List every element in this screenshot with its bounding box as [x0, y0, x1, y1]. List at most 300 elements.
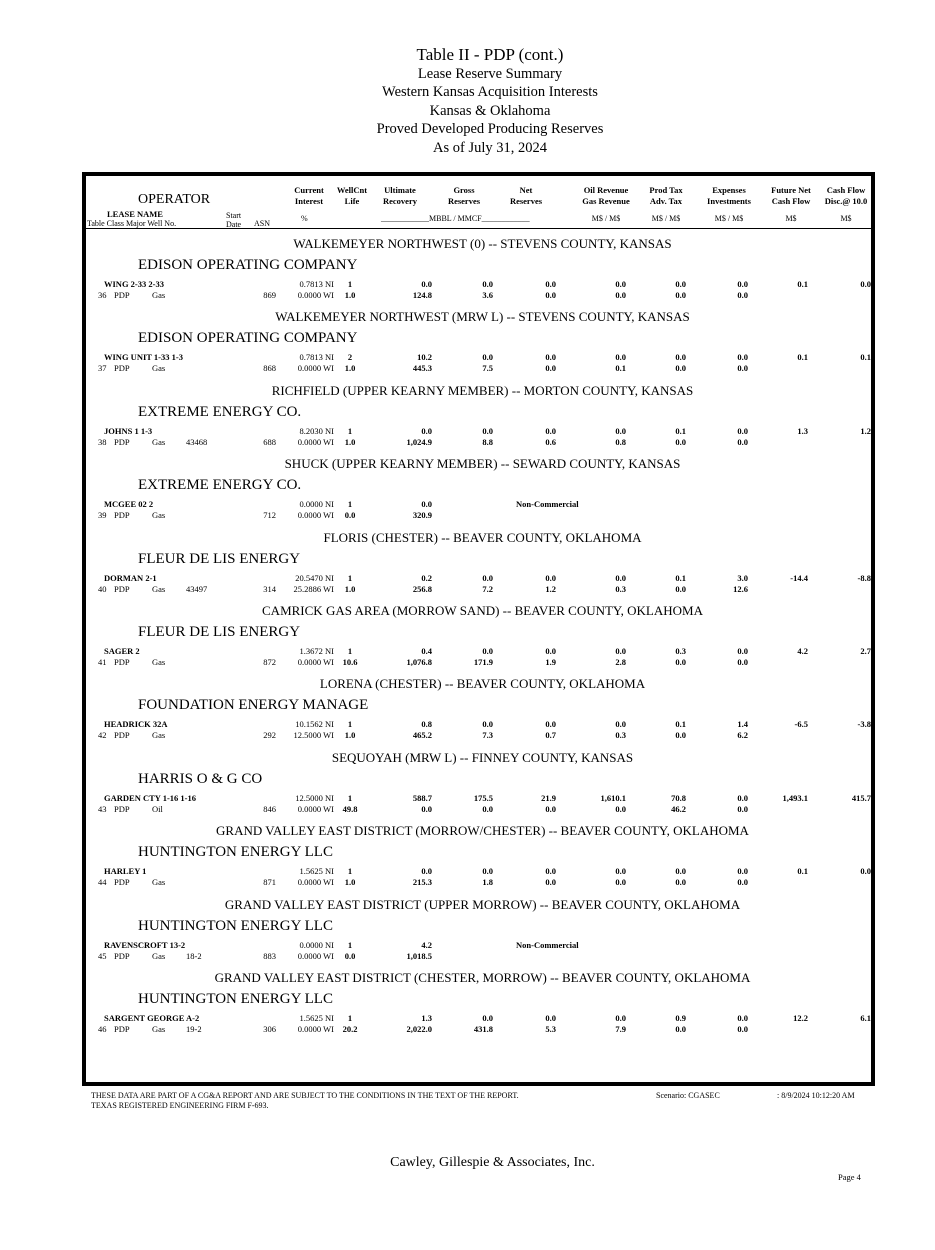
cell-exp1: 1.4 [737, 719, 748, 730]
cell-ult2: 2,022.0 [406, 1024, 432, 1034]
cell-wellno: 18-2 [186, 950, 202, 961]
cell-net2: 1.9 [545, 657, 556, 667]
cell-lease: JOHNS 1 1-3 [104, 425, 153, 436]
cell-disc: 0.0 [860, 279, 871, 289]
cell-num: 39 [98, 510, 107, 521]
field-county-heading: GRAND VALLEY EAST DISTRICT (MORROW/CHESTER) -- BEAVER COUNTY, OKLAHOMA [216, 823, 749, 839]
cell-tax2: 46.2 [671, 803, 686, 814]
operator-name: EDISON OPERATING COMPANY [138, 330, 358, 347]
cell-num: 43 [98, 803, 107, 814]
non-commercial-label: Non-Commercial [516, 499, 579, 510]
cell-rev1: 0.0 [615, 352, 626, 363]
cell-ni: 10.1562 NI [295, 719, 334, 730]
cell-tax1: 70.8 [671, 792, 686, 803]
report-subtitle: Kansas & Oklahoma [429, 102, 551, 119]
cell-wellcnt: 1 [347, 1013, 353, 1023]
cell-gross2: 7.3 [482, 730, 493, 741]
page-number: Page 4 [838, 1172, 861, 1182]
operator-name: HUNTINGTON ENERGY LLC [138, 917, 333, 934]
lease-row [86, 573, 879, 597]
company-name: Cawley, Gillespie & Associates, Inc. [390, 1155, 595, 1170]
lease-row [86, 279, 879, 303]
header-net-reserves: Net Reserves [509, 185, 543, 206]
cell-lease: DORMAN 2-1 [104, 572, 157, 583]
cell-ult2: 445.3 [412, 363, 432, 374]
cell-gross2: 7.5 [482, 363, 493, 374]
registration-line: TEXAS REGISTERED ENGINEERING FIRM F-693. [91, 1101, 269, 1110]
cell-cls: PDP [114, 950, 130, 961]
cell-gross1: 0.0 [482, 1013, 493, 1023]
cell-ni: 1.3672 NI [299, 646, 334, 656]
header-wellcnt-life: WellCnt Life [336, 185, 368, 206]
field-county-heading: SHUCK (UPPER KEARNY MEMBER) -- SEWARD COUNTY, KANSAS [284, 456, 681, 472]
cell-ult2: 465.2 [412, 730, 432, 741]
cell-gross2: 431.8 [473, 1024, 493, 1034]
cell-rev2: 0.0 [615, 877, 626, 888]
cell-fn: 4.2 [797, 646, 808, 656]
cell-fn: 0.1 [797, 279, 808, 289]
cell-lease: WING UNIT 1-33 1-3 [104, 352, 183, 363]
cell-cls: PDP [114, 510, 130, 521]
cell-net2: 5.3 [545, 1024, 556, 1034]
lease-row [86, 352, 879, 376]
lease-row [86, 719, 879, 743]
cell-gross2: 7.2 [482, 583, 493, 594]
cell-wellcnt: 1 [347, 719, 353, 730]
cell-tax2: 0.0 [675, 877, 686, 888]
cell-ni: 20.5470 NI [295, 572, 334, 583]
cell-disc: 1.2 [860, 425, 871, 436]
cell-wellno: 43468 [186, 436, 208, 447]
cell-gross1: 0.0 [482, 866, 493, 877]
cell-lease: RAVENSCROFT 13-2 [104, 939, 186, 950]
cell-rev2: 7.9 [615, 1024, 626, 1034]
cell-rev1: 0.0 [615, 719, 626, 730]
cell-rev1: 0.0 [615, 866, 626, 877]
cell-rev2: 0.8 [615, 436, 626, 447]
cell-num: 40 [98, 583, 107, 594]
cell-cls: PDP [114, 803, 130, 814]
cell-exp2: 0.0 [737, 363, 748, 374]
cell-net1: 0.0 [545, 719, 556, 730]
cell-life: 10.6 [342, 657, 358, 667]
cell-ult1: 0.0 [421, 866, 432, 877]
field-county-heading: LORENA (CHESTER) -- BEAVER COUNTY, OKLAHOMA [319, 676, 646, 692]
cell-rev1: 0.0 [615, 572, 626, 583]
cell-exp2: 0.0 [737, 877, 748, 888]
cell-ni: 0.0000 NI [299, 499, 334, 510]
cell-rev2: 2.8 [615, 657, 626, 667]
operator-name: HUNTINGTON ENERGY LLC [138, 844, 333, 861]
cell-ni: 0.7813 NI [299, 279, 334, 289]
cell-wi: 0.0000 WI [297, 1024, 334, 1034]
cell-ni: 1.5625 NI [299, 1013, 334, 1023]
cell-tax2: 0.0 [675, 363, 686, 374]
timestamp: : 8/9/2024 10:12:20 AM [777, 1091, 855, 1100]
cell-wellcnt: 1 [347, 792, 353, 803]
cell-ult2: 1,076.8 [406, 657, 432, 667]
header-gross-reserves: Gross Reserves [447, 185, 481, 206]
cell-ni: 0.0000 NI [299, 939, 334, 950]
header-revenue: Oil Revenue Gas Revenue [582, 185, 630, 206]
cell-major: Gas [152, 510, 166, 521]
non-commercial-label: Non-Commercial [516, 939, 579, 950]
header-operator: OPERATOR [138, 192, 211, 207]
cell-cls: PDP [114, 583, 130, 594]
cell-wi: 0.0000 WI [297, 803, 334, 814]
cell-tax2: 0.0 [675, 1024, 686, 1034]
cell-num: 44 [98, 877, 107, 888]
cell-life: 0.0 [344, 950, 356, 961]
operator-name: EXTREME ENERGY CO. [138, 477, 302, 494]
cell-wellcnt: 2 [347, 352, 353, 363]
cell-cls: PDP [114, 363, 130, 374]
cell-asn: 871 [263, 877, 276, 888]
table-header [86, 176, 871, 229]
cell-asn: 846 [263, 803, 276, 814]
cell-major: Gas [152, 363, 166, 374]
reserve-table [82, 172, 875, 1086]
cell-net1: 21.9 [541, 792, 556, 803]
cell-gross2: 0.0 [482, 803, 493, 814]
cell-exp1: 0.0 [737, 792, 748, 803]
cell-wellcnt: 1 [347, 425, 353, 436]
cell-rev1: 0.0 [615, 646, 626, 656]
cell-fn: 0.1 [797, 866, 808, 877]
cell-major: Gas [152, 657, 166, 667]
cell-tax1: 0.1 [675, 719, 686, 730]
cell-exp1: 0.0 [737, 1013, 748, 1023]
cell-asn: 306 [263, 1024, 276, 1034]
cell-life: 1.0 [344, 363, 356, 374]
field-county-heading: WALKEMEYER NORTHWEST (MRW L) -- STEVENS COUNTY, KANSAS [275, 309, 690, 325]
cell-rev2: 0.0 [615, 290, 626, 300]
cell-cls: PDP [114, 657, 130, 667]
cell-num: 42 [98, 730, 107, 741]
cell-tax2: 0.0 [675, 290, 686, 300]
cell-lease: HARLEY 1 [104, 866, 147, 877]
cell-net2: 0.0 [545, 363, 556, 374]
cell-exp1: 3.0 [737, 572, 748, 583]
cell-exp1: 0.0 [737, 279, 748, 289]
cell-gross2: 1.8 [482, 877, 493, 888]
cell-ult2: 1,024.9 [406, 436, 432, 447]
operator-name: EDISON OPERATING COMPANY [138, 257, 358, 273]
cell-wi: 0.0000 WI [297, 877, 334, 888]
cell-wi: 0.0000 WI [297, 436, 334, 447]
cell-fn: 1.3 [797, 425, 808, 436]
operator-name: FLEUR DE LIS ENERGY [138, 624, 301, 640]
disclaimer-line: THESE DATA ARE PART OF A CG&A REPORT AND ARE SUBJECT TO THE CONDITIONS IN THE TEXT OF THE REPORT. [91, 1091, 519, 1100]
cell-asn: 868 [263, 363, 276, 374]
cell-major: Gas [152, 877, 166, 888]
cell-tax1: 0.1 [675, 425, 686, 436]
cell-wi: 0.0000 WI [297, 510, 334, 521]
cell-disc: 0.0 [860, 866, 871, 877]
cell-gross1: 0.0 [482, 425, 493, 436]
cell-ult2: 320.9 [412, 510, 432, 521]
cell-life: 1.0 [344, 290, 356, 300]
cell-cls: PDP [114, 290, 130, 300]
cell-num: 36 [98, 290, 107, 300]
cell-lease: WING 2-33 2-33 [104, 279, 164, 289]
cell-fn: -14.4 [790, 572, 808, 583]
header-taxes: Prod Tax Adv. Tax [649, 185, 683, 206]
field-county-heading: CAMRICK GAS AREA (MORROW SAND) -- BEAVER COUNTY, OKLAHOMA [262, 603, 703, 618]
cell-ni: 12.5000 NI [295, 792, 334, 803]
cell-fn: -6.5 [794, 719, 808, 730]
cell-asn: 688 [263, 436, 276, 447]
cell-fn: 0.1 [797, 352, 808, 363]
header-ultimate-recovery: Ultimate Recovery [383, 185, 417, 206]
cell-exp2: 0.0 [737, 290, 748, 300]
cell-ult1: 0.0 [421, 425, 432, 436]
cell-wi: 0.0000 WI [297, 657, 334, 667]
cell-wellcnt: 1 [347, 866, 353, 877]
lease-row [86, 499, 879, 523]
header-pct: % [301, 214, 308, 223]
cell-net2: 0.0 [545, 877, 556, 888]
lease-row [86, 793, 879, 817]
cell-rev2: 0.0 [615, 803, 626, 814]
cell-tax1: 0.0 [675, 352, 686, 363]
cell-life: 1.0 [344, 583, 356, 594]
cell-num: 41 [98, 657, 107, 667]
cell-lease: MCGEE 02 2 [104, 499, 154, 510]
cell-net2: 0.7 [545, 730, 556, 741]
cell-gross1: 175.5 [473, 792, 493, 803]
header-mbbl-mmcf: ____________MBBL / MMCF____________ [381, 214, 530, 223]
cell-rev2: 0.3 [615, 583, 626, 594]
cell-gross1: 0.0 [482, 719, 493, 730]
cell-lease: SAGER 2 [104, 646, 140, 656]
cell-wellno: 19-2 [186, 1024, 202, 1034]
cell-disc: 0.1 [860, 352, 871, 363]
cell-exp2: 0.0 [737, 657, 748, 667]
cell-cls: PDP [114, 877, 130, 888]
cell-tax2: 0.0 [675, 730, 686, 741]
cell-net1: 0.0 [545, 572, 556, 583]
lease-row [86, 940, 879, 964]
cell-net1: 0.0 [545, 425, 556, 436]
cell-life: 20.2 [342, 1024, 358, 1034]
cell-major: Oil [152, 803, 163, 814]
cell-ult2: 124.8 [412, 290, 432, 300]
cell-tax2: 0.0 [675, 436, 686, 447]
cell-net2: 0.6 [545, 436, 556, 447]
cell-num: 38 [98, 436, 107, 447]
header-expenses: Expenses Investments [707, 185, 751, 206]
operator-name: FLEUR DE LIS ENERGY [138, 550, 301, 567]
cell-asn: 883 [263, 950, 276, 961]
cell-wi: 12.5000 WI [293, 730, 334, 741]
cell-life: 49.8 [342, 803, 358, 814]
cell-ult1: 588.7 [412, 792, 432, 803]
cell-rev1: 0.0 [615, 279, 626, 289]
operator-name: HUNTINGTON ENERGY LLC [138, 991, 333, 1007]
cell-ult2: 0.0 [421, 803, 432, 814]
cell-wi: 0.0000 WI [297, 290, 334, 300]
cell-exp2: 12.6 [733, 583, 748, 594]
report-title-block [0, 46, 935, 157]
scenario-label: Scenario: CGASEC [656, 1091, 720, 1100]
cell-tax2: 0.0 [675, 657, 686, 667]
cell-wellcnt: 1 [347, 939, 353, 950]
cell-life: 0.0 [344, 510, 356, 521]
report-date: As of July 31, 2024 [433, 139, 547, 156]
cell-disc: 415.7 [851, 792, 871, 803]
cell-net1: 0.0 [545, 352, 556, 363]
cell-rev2: 0.3 [615, 730, 626, 741]
cell-wellcnt: 1 [347, 572, 353, 583]
cell-ult1: 0.8 [421, 719, 432, 730]
cell-asn: 872 [263, 657, 276, 667]
cell-cls: PDP [114, 1024, 130, 1034]
header-tax-unit: M$ / M$ [651, 214, 681, 223]
cell-exp1: 0.0 [737, 425, 748, 436]
header-table-class: Table Class Major Well No. [87, 219, 177, 228]
header-start-date: Start Date [226, 211, 242, 229]
header-disc-cash-flow: Cash Flow Disc.@ 10.0 [824, 185, 868, 206]
cell-lease: SARGENT GEORGE A-2 [104, 1013, 200, 1023]
cell-net1: 0.0 [545, 646, 556, 656]
cell-rev1: 1,610.1 [600, 792, 626, 803]
cell-tax1: 0.0 [675, 866, 686, 877]
cell-ult1: 4.2 [421, 939, 432, 950]
cell-cls: PDP [114, 730, 130, 741]
cell-life: 1.0 [344, 730, 356, 741]
header-revenue-unit: M$ / M$ [591, 214, 621, 223]
cell-life: 1.0 [344, 436, 356, 447]
cell-net2: 1.2 [545, 583, 556, 594]
cell-disc: 2.7 [860, 646, 871, 656]
cell-major: Gas [152, 436, 166, 447]
field-county-heading: WALKEMEYER NORTHWEST (0) -- STEVENS COUNTY, KANSAS [293, 236, 672, 251]
operator-name: HARRIS O & G CO [138, 770, 263, 787]
cell-exp2: 0.0 [737, 803, 748, 814]
cell-asn: 292 [263, 730, 276, 741]
cell-ult2: 1,018.5 [406, 950, 432, 961]
cell-asn: 314 [263, 583, 276, 594]
cell-exp1: 0.0 [737, 646, 748, 656]
cell-net2: 0.0 [545, 803, 556, 814]
cell-asn: 869 [263, 290, 276, 300]
cell-tax1: 0.3 [675, 646, 686, 656]
cell-life: 1.0 [344, 877, 356, 888]
cell-tax2: 0.0 [675, 583, 686, 594]
field-county-heading: GRAND VALLEY EAST DISTRICT (UPPER MORROW) -- BEAVER COUNTY, OKLAHOMA [224, 896, 741, 912]
cell-exp2: 6.2 [737, 730, 748, 741]
cell-ult1: 0.4 [421, 646, 432, 656]
cell-wellcnt: 1 [347, 499, 353, 510]
cell-num: 46 [98, 1024, 107, 1034]
cell-net2: 0.0 [545, 290, 556, 300]
field-county-heading: RICHFIELD (UPPER KEARNY MEMBER) -- MORTON COUNTY, KANSAS [271, 382, 694, 398]
cell-tax1: 0.0 [675, 279, 686, 289]
cell-asn: 712 [263, 510, 276, 521]
header-lease-name: LEASE NAME [107, 209, 163, 219]
cell-ult1: 1.3 [421, 1013, 432, 1023]
cell-gross2: 8.8 [482, 436, 493, 447]
cell-wellcnt: 1 [347, 646, 353, 656]
cell-ult1: 0.0 [421, 279, 432, 289]
cell-ult1: 10.2 [417, 352, 432, 363]
field-county-heading: GRAND VALLEY EAST DISTRICT (CHESTER, MORROW) -- BEAVER COUNTY, OKLAHOMA [214, 970, 751, 985]
table-title: Table II - PDP (cont.) [416, 45, 564, 64]
cell-wellcnt: 1 [347, 279, 353, 289]
field-county-heading: FLORIS (CHESTER) -- BEAVER COUNTY, OKLAHOMA [323, 529, 642, 545]
cell-tax1: 0.1 [675, 572, 686, 583]
lease-row [86, 866, 879, 890]
cell-gross1: 0.0 [482, 646, 493, 656]
cell-ni: 0.7813 NI [299, 352, 334, 363]
cell-ult1: 0.2 [421, 572, 432, 583]
cell-gross1: 0.0 [482, 572, 493, 583]
cell-gross1: 0.0 [482, 279, 493, 289]
cell-tax1: 0.9 [675, 1013, 686, 1023]
report-subtitle: Western Kansas Acquisition Interests [382, 84, 598, 100]
cell-major: Gas [152, 730, 166, 741]
cell-disc: 6.1 [860, 1013, 871, 1023]
header-fn-unit: M$ [785, 214, 797, 223]
field-county-heading: SEQUOYAH (MRW L) -- FINNEY COUNTY, KANSAS [331, 749, 634, 765]
cell-disc: -3.8 [857, 719, 871, 730]
lease-row [86, 646, 879, 670]
cell-rev1: 0.0 [615, 425, 626, 436]
disclaimer [91, 1091, 519, 1111]
cell-exp2: 0.0 [737, 436, 748, 447]
cell-cls: PDP [114, 436, 130, 447]
cell-wi: 0.0000 WI [297, 950, 334, 961]
cell-exp1: 0.0 [737, 866, 748, 877]
header-asn: ASN [254, 219, 271, 228]
cell-exp1: 0.0 [737, 352, 748, 363]
cell-major: Gas [152, 950, 166, 961]
cell-num: 37 [98, 363, 107, 374]
header-exp-unit: M$ / M$ [714, 214, 744, 223]
cell-fn: 12.2 [793, 1013, 808, 1023]
cell-rev2: 0.1 [615, 363, 626, 374]
cell-major: Gas [152, 1024, 166, 1034]
cell-ult2: 256.8 [412, 583, 432, 594]
cell-wellno: 43497 [186, 583, 208, 594]
cell-num: 45 [98, 950, 107, 961]
cell-net1: 0.0 [545, 1013, 556, 1023]
cell-disc: -8.8 [857, 572, 871, 583]
header-future-net: Future Net Cash Flow [771, 185, 811, 206]
lease-row [86, 426, 879, 450]
operator-name: FOUNDATION ENERGY MANAGE [138, 697, 369, 714]
header-current-interest: Current Interest [294, 185, 324, 206]
cell-gross1: 0.0 [482, 352, 493, 363]
cell-gross2: 171.9 [473, 657, 493, 667]
cell-ni: 1.5625 NI [299, 866, 334, 877]
cell-ult1: 0.0 [421, 499, 432, 510]
cell-rev1: 0.0 [615, 1013, 626, 1023]
cell-gross2: 3.6 [482, 290, 493, 300]
header-disc-unit: M$ [840, 214, 852, 223]
cell-ni: 8.2030 NI [299, 425, 334, 436]
report-subtitle: Proved Developed Producing Reserves [376, 121, 604, 137]
cell-net1: 0.0 [545, 279, 556, 289]
operator-name: EXTREME ENERGY CO. [138, 403, 302, 420]
cell-exp2: 0.0 [737, 1024, 748, 1034]
cell-major: Gas [152, 290, 166, 300]
lease-row [86, 1013, 879, 1037]
cell-net1: 0.0 [545, 866, 556, 877]
cell-ult2: 215.3 [412, 877, 432, 888]
cell-lease: GARDEN CTY 1-16 1-16 [104, 792, 197, 803]
